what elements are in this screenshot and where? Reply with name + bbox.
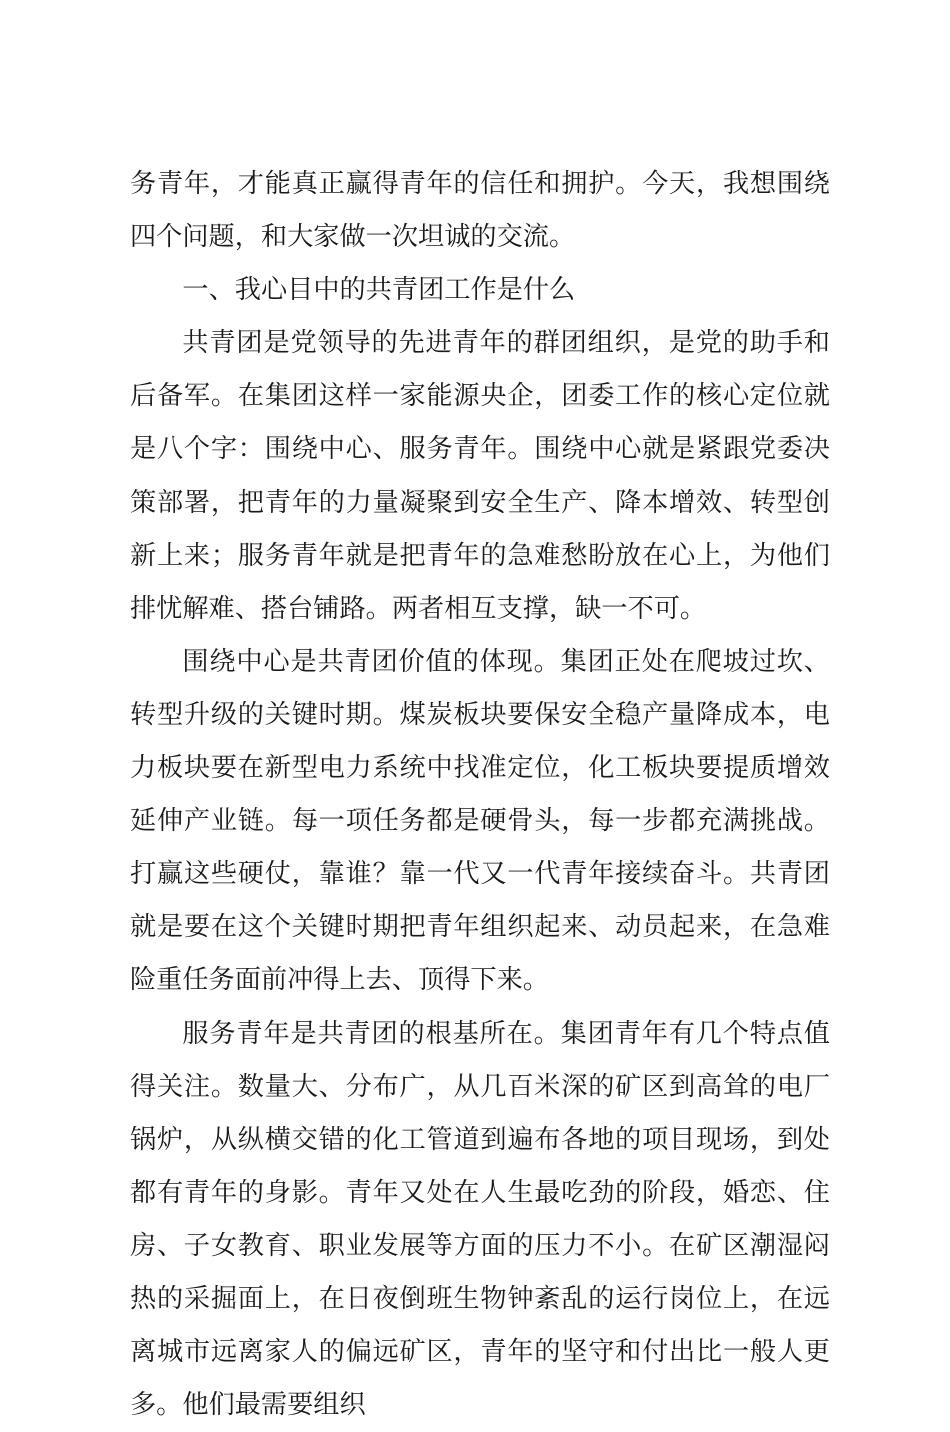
section-heading-1: 一、我心目中的共青团工作是什么 — [130, 264, 830, 317]
paragraph-serve-youth: 服务青年是共青团的根基所在。集团青年有几个特点值得关注。数量大、分布广，从几百米深的矿区到高耸的电厂锅炉，从纵横交错的化工管道到遍布各地的项目现场，到处都有青年的身影。青年又处在人生最吃劲的阶段，婚恋、住房、子女教育、职业发展等方面的压力不小。在矿区潮湿闷热的采掘面上，在日夜倒班生物钟紊乱的运行岗位上，在远离城市远离家人的偏远矿区，青年的坚守和付出比一般人更多。他们最需要组织 — [130, 1008, 830, 1432]
paragraph-definition: 共青团是党领导的先进青年的群团组织，是党的助手和后备军。在集团这样一家能源央企，团委工作的核心定位就是八个字：围绕中心、服务青年。围绕中心就是紧跟党委决策部署，把青年的力量凝聚到安全生产、降本增效、转型创新上来；服务青年就是把青年的急难愁盼放在心上，为他们排忧解难、搭台铺路。两者相互支撑，缺一不可。 — [130, 317, 830, 636]
document-body — [130, 158, 830, 1432]
paragraph-around-center: 围绕中心是共青团价值的体现。集团正处在爬坡过坎、转型升级的关键时期。煤炭板块要保安全稳产量降成本，电力板块要在新型电力系统中找准定位，化工板块要提质增效延伸产业链。每一项任务都是硬骨头，每一步都充满挑战。打赢这些硬仗，靠谁？靠一代又一代青年接续奋斗。共青团就是要在这个关键时期把青年组织起来、动员起来，在急难险重任务面前冲得上去、顶得下来。 — [130, 636, 830, 1008]
paragraph-continued-intro: 务青年，才能真正赢得青年的信任和拥护。今天，我想围绕四个问题，和大家做一次坦诚的交流。 — [130, 158, 830, 264]
